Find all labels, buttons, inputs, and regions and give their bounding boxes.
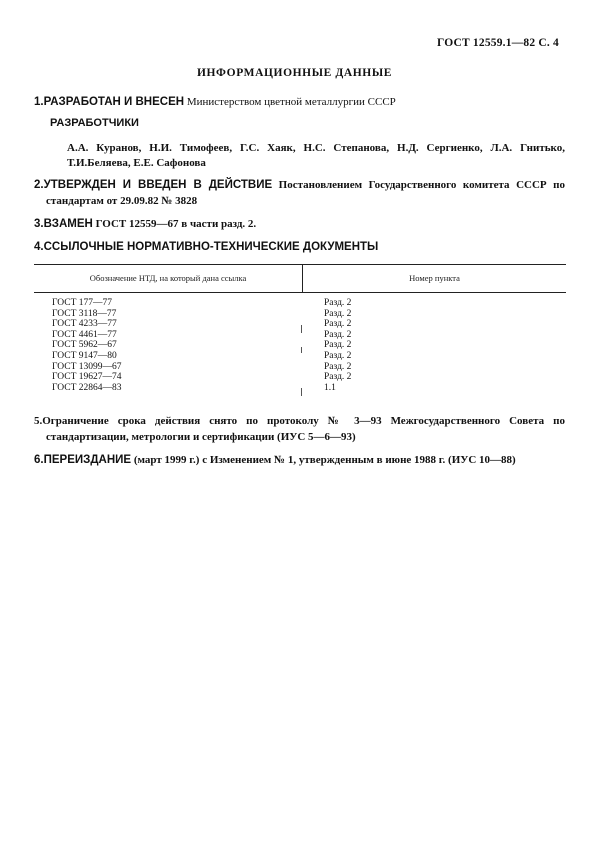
section-3-heading: 3.ВЗАМЕН [34,218,93,230]
section-3-text: ГОСТ 12559—67 в части разд. 2. [92,218,257,230]
table-cell-item: Разд. 2 [324,361,352,372]
section-2 [34,177,565,209]
table-cell-item: Разд. 2 [324,308,352,319]
table-doc-column [34,298,302,393]
section-4-heading: 4.ССЫЛОЧНЫЕ НОРМАТИВНО-ТЕХНИЧЕСКИЕ ДОКУМЕНТЫ [34,241,379,253]
reference-table [34,264,566,393]
section-1-heading: 1.РАЗРАБОТАН И ВНЕСЕН [34,96,185,108]
section-3 [34,216,565,232]
table-header [34,265,566,293]
table-item-column [302,298,566,393]
table-cell-doc: ГОСТ 177—77 [52,298,112,308]
table-cell-doc: ГОСТ 9147—80 [52,350,117,361]
table-cell-doc: ГОСТ 4461—77 [52,329,117,340]
developers-heading: РАЗРАБОТЧИКИ [50,117,139,129]
section-5 [34,413,565,445]
developers-list: А.А. Куранов, Н.И. Тимофеев, Г.С. Хаяк, Н.С. Степанова, Н.Д. Сергиенко, Л.А. Гнитько, Т.И.Беляева, Е.Е. Сафонова [67,142,565,169]
table-body [34,293,566,393]
column-divider-mark [301,325,302,333]
column-divider-mark [301,347,302,353]
table-cell-item: 1.1 [324,382,336,393]
table-cell-item: Разд. 2 [324,319,352,330]
table-cell-item: Разд. 2 [324,372,352,383]
section-6 [34,452,565,468]
section-4 [34,239,565,255]
section-6-text: (март 1999 г.) с Изменением № 1, утвержденным в июне 1988 г. (ИУС 10—88) [131,454,516,466]
table-cell-doc: ГОСТ 22864—83 [52,382,122,393]
table-cell-doc: ГОСТ 19627—74 [52,372,122,383]
section-2-text: Постановлением Государственного комитета СССР по стандартам от 29.09.82 № 3828 [46,179,565,207]
table-cell-item: Разд. 2 [324,340,352,351]
table-cell-item: Разд. 2 [324,298,352,308]
table-cell-item: Разд. 2 [324,329,352,340]
section-6-heading: 6.ПЕРЕИЗДАНИЕ [34,454,132,466]
table-cell-doc: ГОСТ 13099—67 [52,361,122,372]
section-5-text: 5.Ограничение срока действия снято по протоколу № 3—93 Межгосударственного Совета по стандартизации, метрологии и сертификации (ИУС 5—6—93) [34,415,565,443]
table-header-doc: Обозначение НТД, на который дана ссылка [34,265,303,292]
section-1-text: Министерством цветной металлургии СССР [184,96,396,108]
table-cell-item: Разд. 2 [324,350,352,361]
section-2-heading: 2.УТВЕРЖДЕН И ВВЕДЕН В ДЕЙСТВИЕ [34,179,273,191]
section-1 [34,94,565,110]
table-cell-doc: ГОСТ 5962—67 [52,340,117,351]
table-cell-doc: ГОСТ 4233—77 [52,319,117,330]
table-header-item: Номер пункта [409,273,460,283]
column-divider-mark [301,388,302,396]
page-title: ИНФОРМАЦИОННЫЕ ДАННЫЕ [196,67,393,79]
table-cell-doc: ГОСТ 3118—77 [52,308,117,319]
page-reference: ГОСТ 12559.1—82 С. 4 [436,37,559,49]
